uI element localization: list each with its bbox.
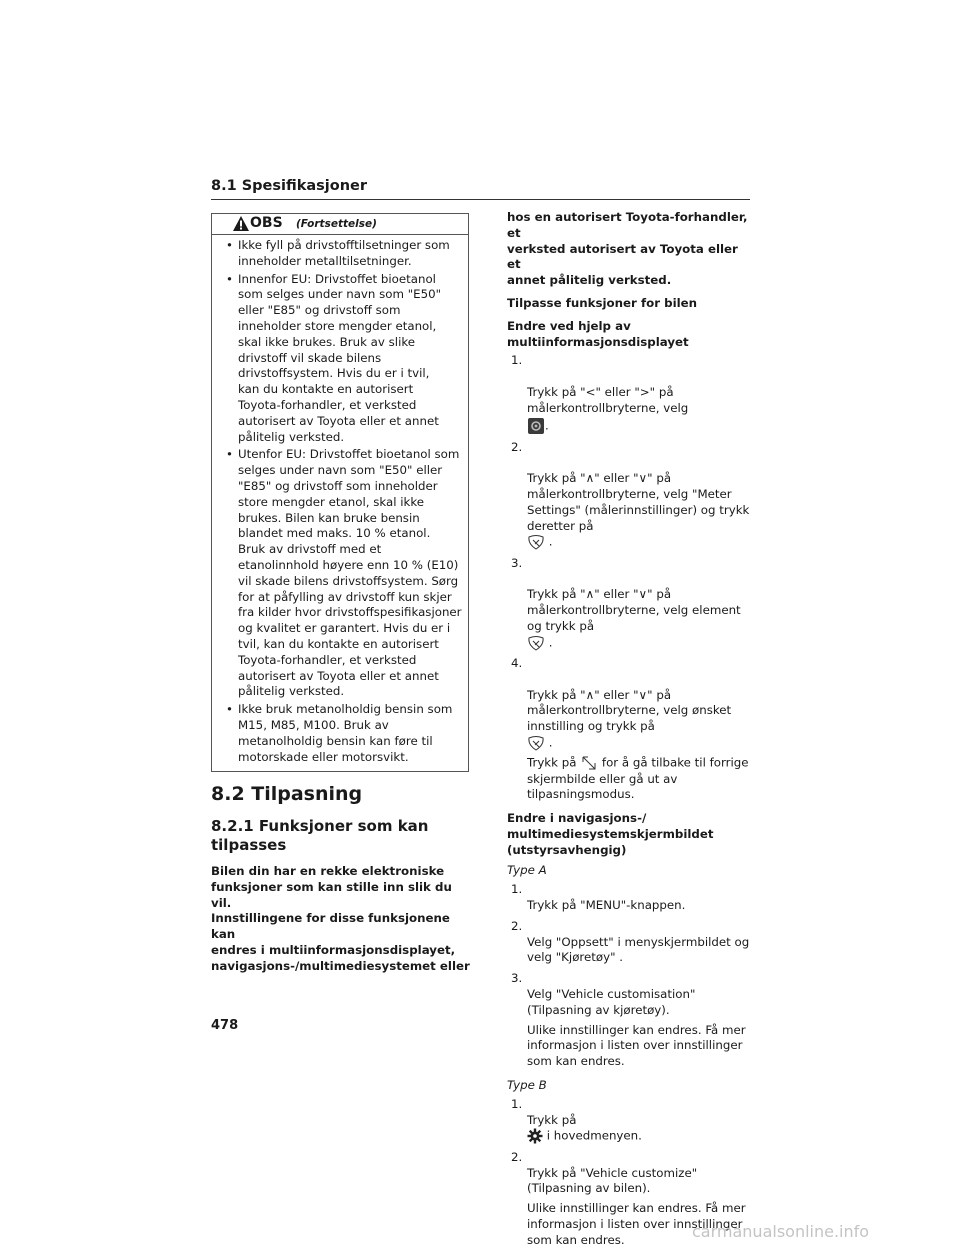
section-heading: 8.2 Tilpasning [211, 783, 363, 805]
step-4: 4. Trykk på "∧" eller "∨" på målerkontrollbryterne, velg ønsket innstilling og trykk på . [511, 655, 732, 750]
heading-nav-multimedia: Endre i navigasjons-/ multimediesystemskjermbildet (utstyrsavhengig) [507, 811, 714, 857]
obs-notice-header [212, 214, 468, 235]
warning-icon [233, 216, 249, 231]
type-a-step-1: 1. Trykk på "MENU"-knappen. [511, 882, 686, 913]
step-1: 1. Trykk på "<" eller ">" på målerkontrollbryterne, velg . [507, 353, 752, 434]
type-b-step-1: 1. Trykk på i hovedmenyen. [511, 1096, 642, 1143]
ok-button-icon [527, 534, 545, 550]
heading-customize: Tilpasse funksjoner for bilen [507, 295, 698, 310]
list-item: • Ikke fyll på drivstofftilsetninger som inneholder metalltilsetninger. [226, 238, 450, 268]
list-item: • Innenfor EU: Drivstoffet bioetanol som selges under navn som "E50" eller "E85" og drivstoff som inneholder store mengder etanol, skal ikke brukes. Bruk av slike drivstoff vil skade bilens drivstoffsystem. Hvis du er i tvil, kan du kontakte en autorisert Toyota-forhandler, et verksted autorisert av Toyota eller et annet pålitelig verksted. [226, 271, 442, 444]
ok-button-icon [527, 635, 545, 651]
list-item: • Utenfor EU: Drivstoffet bioetanol som selges under navn som "E50" eller "E85" og drivstoff som inneholder store mengder etanol, skal ikke brukes. Bilen kan bruke bensin blandet med maks. 10 % etanol. Bruk av drivstoff med et etanolinnhold høyere enn 10 % (E10) vil skade bilens drivstoffsystem. Sørg for at påfylling av drivstoff kun skjer fra kilder hvor drivstoffspesifikasjoner og kvalitet er garantert. Hvis du er i tvil, kan du kontakte en autorisert Toyota-forhandler, et verksted autorisert av Toyota eller et annet pålitelig verksted. [226, 447, 462, 699]
list-item: • Ikke bruk metanolholdig bensin som M15, M85, M100. Bruk av metanolholdig bensin kan føre til motorskade eller motorsvikt. [226, 702, 453, 764]
header-divider [211, 199, 750, 200]
type-a-step-3: 3. Velg "Vehicle customisation" (Tilpasning av kjøretøy). [511, 971, 696, 1017]
subsection-heading: 8.2.1 Funksjoner som kan tilpasses [211, 817, 429, 854]
settings-screen-icon [527, 417, 545, 435]
right-column [507, 210, 752, 1249]
heading-multi-info: Endre ved hjelp av multiinformasjonsdisplayet [507, 318, 689, 349]
obs-list [212, 235, 468, 765]
type-a-note: Ulike innstillinger kan endres. Få mer informasjon i listen over innstillinger som kan endres. [527, 1022, 746, 1069]
back-button-icon [580, 755, 598, 771]
step-4-note: Trykk på for å gå tilbake til forrige skjermbilde eller gå ut av tilpasningsmodus. [527, 755, 749, 802]
type-a-label: Type A [507, 863, 547, 878]
step-3: 3. Trykk på "∧" eller "∨" på målerkontrollbryterne, velg element og trykk på . [511, 555, 741, 650]
type-b-step-2: 2. Trykk på "Vehicle customize" (Tilpasning av bilen). [511, 1149, 698, 1196]
running-header: 8.1 Spesifikasjoner [211, 178, 368, 194]
ok-button-icon [527, 735, 545, 751]
type-b-label: Type B [507, 1078, 547, 1093]
intro-continuation: hos en autorisert Toyota-forhandler, et verksted autorisert av Toyota eller et annet pålitelig verksted. [507, 210, 748, 288]
gear-icon [527, 1128, 543, 1144]
step-2: 2. Trykk på "∧" eller "∨" på målerkontrollbryterne, velg "Meter Settings" (målerinnstillinger) og trykk deretter på . [511, 439, 750, 549]
intro-paragraph: Bilen din har en rekke elektroniske funksjoner som kan stille inn slik du vil. Innstillingene for disse funksjonene kan endres i multiinformasjonsdisplayet, navigasjons-/multimediesystemet eller [211, 864, 470, 973]
watermark: carmanualsonline.info [692, 1222, 870, 1241]
type-a-step-2: 2. Velg "Oppsett" i menyskjermbildet og velg "Kjøretøy" . [511, 918, 750, 965]
page-number: 478 [211, 1018, 239, 1033]
obs-label: OBS [250, 215, 283, 231]
type-b-note: Ulike innstillinger kan endres. Få mer informasjon i listen over innstillinger som kan endres. [527, 1201, 746, 1247]
obs-continued-label: (Fortsettelse) [296, 218, 377, 230]
obs-notice-box [211, 213, 469, 772]
